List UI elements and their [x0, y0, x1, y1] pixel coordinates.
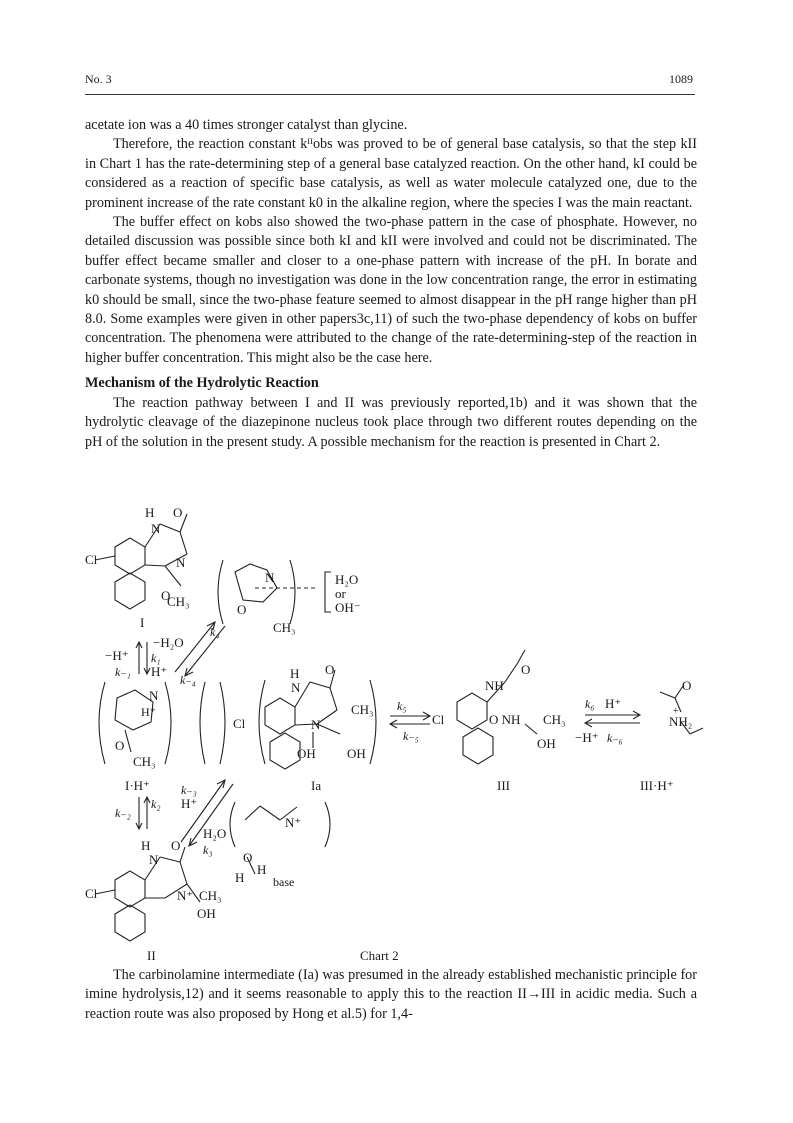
- atom-O-I: O: [173, 505, 183, 520]
- label-minus-Hplus-k6: −H⁺: [575, 730, 599, 745]
- atom-N-I: N: [151, 521, 161, 536]
- label-compound-I: I: [140, 615, 145, 630]
- group-OH2-Ia: OH: [347, 746, 366, 761]
- header-rule: [85, 94, 695, 95]
- arrows-k5: [390, 712, 430, 728]
- group-CH3-I: CH₃: [167, 594, 190, 609]
- reaction-scheme-chart-2: [85, 502, 725, 967]
- group-CH3-II: CH₃: [199, 888, 222, 903]
- atom-H-II: H: [141, 838, 151, 853]
- label-compound-III: III: [497, 778, 510, 793]
- atom-Hplus-IH: H⁺: [141, 705, 156, 719]
- atom-O-ts: O: [237, 602, 247, 617]
- rate-k-minus4: k₋₄: [180, 673, 196, 687]
- atom-NH-III: NH: [485, 678, 504, 693]
- label-minus-Hplus: −H⁺: [105, 648, 129, 663]
- equilibrium-arrows-k2: [136, 797, 150, 829]
- running-header-journal-number: No. 3: [85, 72, 112, 86]
- atom-Nplus-ts: N⁺: [285, 815, 302, 830]
- body-text-bottom: [85, 966, 697, 1024]
- rate-k5: k₅: [397, 699, 407, 713]
- group-CH3-Ia: CH₃: [351, 702, 374, 717]
- label-compound-Ia: Ia: [311, 778, 322, 793]
- atom-Cl-I: Cl: [85, 552, 98, 567]
- transition-state-top: [218, 560, 331, 624]
- atom-Cl-Ia: Cl: [233, 716, 246, 731]
- page-number: 1089: [669, 72, 693, 86]
- paragraph-3: The buffer effect on kobs also showed the two-phase pattern in the case of phosphate. However, no detailed discussion was possible since both kI and kII were involved and could not be discriminated. The buffer effect became smaller and closer to a one-phase pattern with increase of the pH. In borate and carbonate systems, though no investigation was done in the low concentration range, the error in estimating k0 should be small, since the two-phase feature seemed to almost disappear in the pH range higher than pH 8.0. Some examples were given in other papers3c,11) of such the two-phase dependency of kobs on buffer concentration. The phenomena were attributed to the change of the rate-determining-step of the reaction in higher buffer concentration. This might also be the case here.: [85, 214, 697, 366]
- charge-plus-IIIH: +: [673, 706, 679, 717]
- label-Hplus-k6: H⁺: [605, 696, 622, 711]
- group-CH3-III: CH₃: [543, 712, 566, 727]
- group-CH3-IH: CH₃: [133, 754, 156, 769]
- group-OH-III: OH: [537, 736, 556, 751]
- paragraph-1: acetate ion was a 40 times stronger catalyst than glycine.: [85, 117, 408, 133]
- reaction-scheme-svg: [85, 502, 725, 967]
- rate-k-minus3: k₋₃: [181, 783, 197, 797]
- atom-N-II: N: [149, 852, 159, 867]
- rate-k6: k₆: [585, 697, 595, 711]
- label-compound-IH: I·H⁺: [125, 778, 150, 793]
- rate-k4: k₄: [210, 625, 220, 639]
- atom-O-Ia: O: [325, 662, 335, 677]
- arrows-k6: [585, 711, 640, 727]
- atom-O-ts2: O: [243, 850, 253, 865]
- paragraph-4: The reaction pathway between I and II was previously reported,1b) and it was shown that the hydrolytic cleavage of the diazepinone nucleus took place through two different routes depending on the pH of the solution in the present study. A possible mechanism for the reaction is presented in Chart 2.: [85, 394, 697, 450]
- rate-k3: k₃: [203, 843, 213, 857]
- rate-k-minus6: k₋₆: [607, 731, 623, 745]
- label-Hplus-k3: H⁺: [181, 796, 198, 811]
- group-CH3-ts: CH₃: [273, 620, 296, 635]
- reagent-OH-minus: OH⁻: [335, 600, 361, 615]
- label-H2O-k3: H₂O: [203, 826, 227, 841]
- atom-N-Ia: N: [291, 680, 301, 695]
- atom-H-ts2: H: [235, 870, 245, 885]
- label-compound-II: II: [147, 948, 156, 963]
- body-text-top: [85, 116, 697, 452]
- label-base: base: [273, 875, 295, 889]
- atom-Nplus-II: N⁺: [177, 888, 194, 903]
- atom-Cl-III: Cl: [432, 712, 445, 727]
- atom-N2-I: N: [176, 555, 186, 570]
- atom-N-ts: N: [265, 570, 275, 585]
- reagent-H2O: H₂O: [335, 572, 359, 587]
- chart-caption: Chart 2: [360, 948, 399, 963]
- atom-H-I: H: [145, 505, 155, 520]
- paragraph-2: Therefore, the reaction constant kᴵᴵobs was proved to be of general base catalysis, so that the step kII in Chart 1 has the rate-determining step of a general base catalyzed reaction. On the other hand, kI could be considered as a reaction of specific base catalysis, as well as water molecule catalyzed one, due to the prominent increase of the rate constant k0 in the alkaline region, where the species I was the main reactant.: [85, 136, 697, 211]
- atom-O2-I: O: [161, 588, 171, 603]
- section-heading: Mechanism of the Hydrolytic Reaction: [85, 375, 319, 392]
- atom-O-IH: O: [115, 738, 125, 753]
- atom-O-II: O: [171, 838, 181, 853]
- label-Hplus-k1: H⁺: [151, 664, 168, 679]
- group-NH2-IIIH: NH₂: [669, 714, 693, 729]
- atom-O-IIIH: O: [682, 678, 692, 693]
- group-ONH-III: O NH: [489, 712, 521, 727]
- equilibrium-arrows-k1: [136, 642, 150, 674]
- rate-k2: k₂: [151, 797, 161, 811]
- rate-k-minus2: k₋₂: [115, 806, 131, 820]
- group-OH-Ia: OH: [297, 746, 316, 761]
- rate-k1: k₁: [151, 651, 161, 665]
- atom-H2-ts2: H: [257, 862, 267, 877]
- label-minus-H2O: −H₂O: [153, 635, 184, 650]
- atom-N2-Ia: N: [311, 717, 321, 732]
- closing-paragraph: The carbinolamine intermediate (Ia) was presumed in the already established mechanistic principle for imine hydrolysis,12) and it seems reasonable to apply this to the reaction II→III in acidic media. Such a reaction route was also proposed by Hong et al.5) for 1,4-: [85, 967, 697, 1022]
- group-OH-II: OH: [197, 906, 216, 921]
- label-compound-IIIH: III·H⁺: [640, 778, 674, 793]
- rate-k-minus1: k₋₁: [115, 665, 131, 679]
- reagent-or: or: [335, 586, 346, 601]
- rate-k-minus5: k₋₅: [403, 729, 419, 743]
- atom-H-Ia: H: [290, 666, 300, 681]
- atom-O-III: O: [521, 662, 531, 677]
- atom-N-IH: N: [149, 688, 159, 703]
- atom-Cl-II: Cl: [85, 886, 98, 901]
